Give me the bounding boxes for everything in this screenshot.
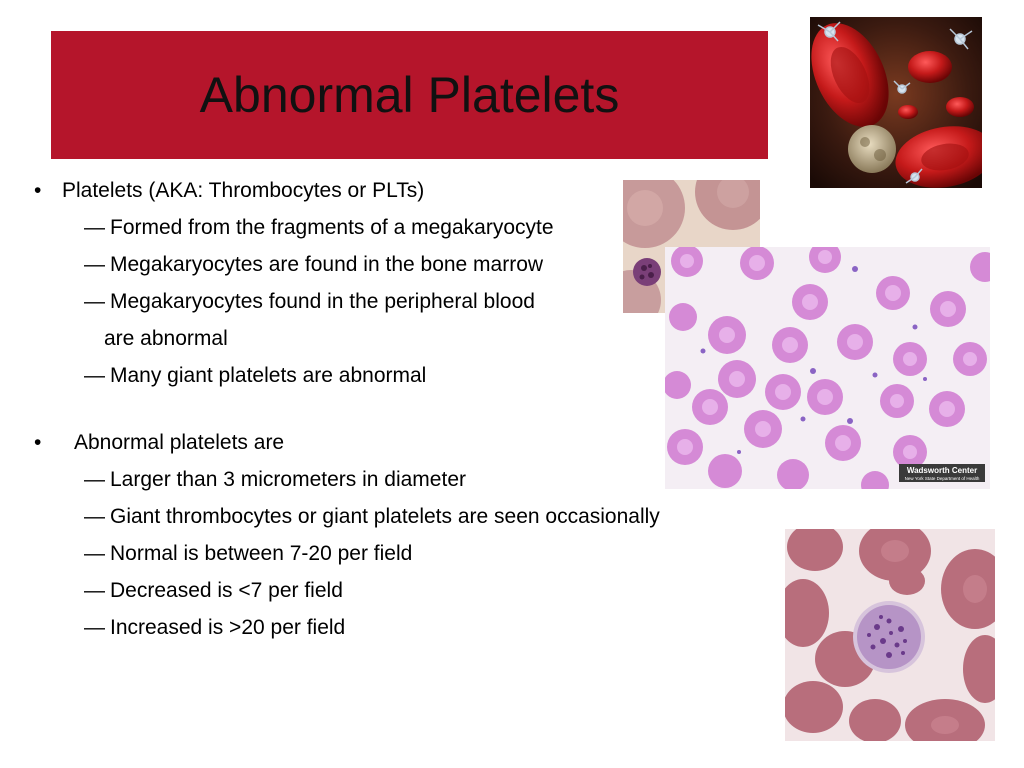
slide-title: Abnormal Platelets <box>199 67 620 123</box>
dash-icon: — <box>84 216 105 239</box>
sub-bullet-text: Formed from the fragments of a megakaryocyte <box>110 216 554 239</box>
sub-bullet-text: Increased is >20 per field <box>110 616 346 639</box>
dash-icon: — <box>84 253 105 276</box>
dash-icon: — <box>84 505 105 528</box>
sub-bullet-continuation: are abnormal <box>104 327 228 350</box>
sub-bullet-text: Normal is between 7-20 per field <box>110 542 413 565</box>
sub-bullet-item <box>32 498 752 535</box>
bullet-text: Platelets (AKA: Thrombocytes or PLTs) <box>62 179 425 202</box>
sub-bullet-text: Many giant platelets are abnormal <box>110 364 427 387</box>
bullet-icon: • <box>34 179 42 202</box>
red-blood-cells-3d-image <box>810 17 982 188</box>
dash-icon: — <box>84 542 105 565</box>
sub-bullet-item <box>32 572 752 609</box>
sub-bullet-item <box>32 535 752 572</box>
dash-icon: — <box>84 290 105 313</box>
sub-bullet-text: Decreased is <7 per field <box>110 579 343 602</box>
title-banner <box>51 31 768 159</box>
bullet-text: Abnormal platelets are <box>74 431 285 454</box>
bullet-item <box>32 424 752 461</box>
dash-icon: — <box>84 579 105 602</box>
sub-bullet-text: Giant thrombocytes or giant platelets are seen occasionally <box>110 505 660 528</box>
blood-smear-image <box>665 247 990 489</box>
sub-bullet-text: Larger than 3 micrometers in diameter <box>110 468 466 491</box>
sub-bullet-text: Megakaryocytes found in the peripheral blood <box>110 290 535 313</box>
bullet-icon: • <box>34 431 42 454</box>
dash-icon: — <box>84 468 105 491</box>
sub-bullet-item <box>32 461 752 498</box>
sub-bullet-item <box>32 609 752 646</box>
giant-platelet-image <box>785 529 995 741</box>
dash-icon: — <box>84 616 105 639</box>
watermark-subtitle: New York State Department of Health <box>904 476 980 481</box>
sub-bullet-text: Megakaryocytes are found in the bone marrow <box>110 253 544 276</box>
sub-bullet-item <box>32 357 752 394</box>
watermark-title: Wadsworth Center <box>906 466 978 475</box>
dash-icon: — <box>84 364 105 387</box>
